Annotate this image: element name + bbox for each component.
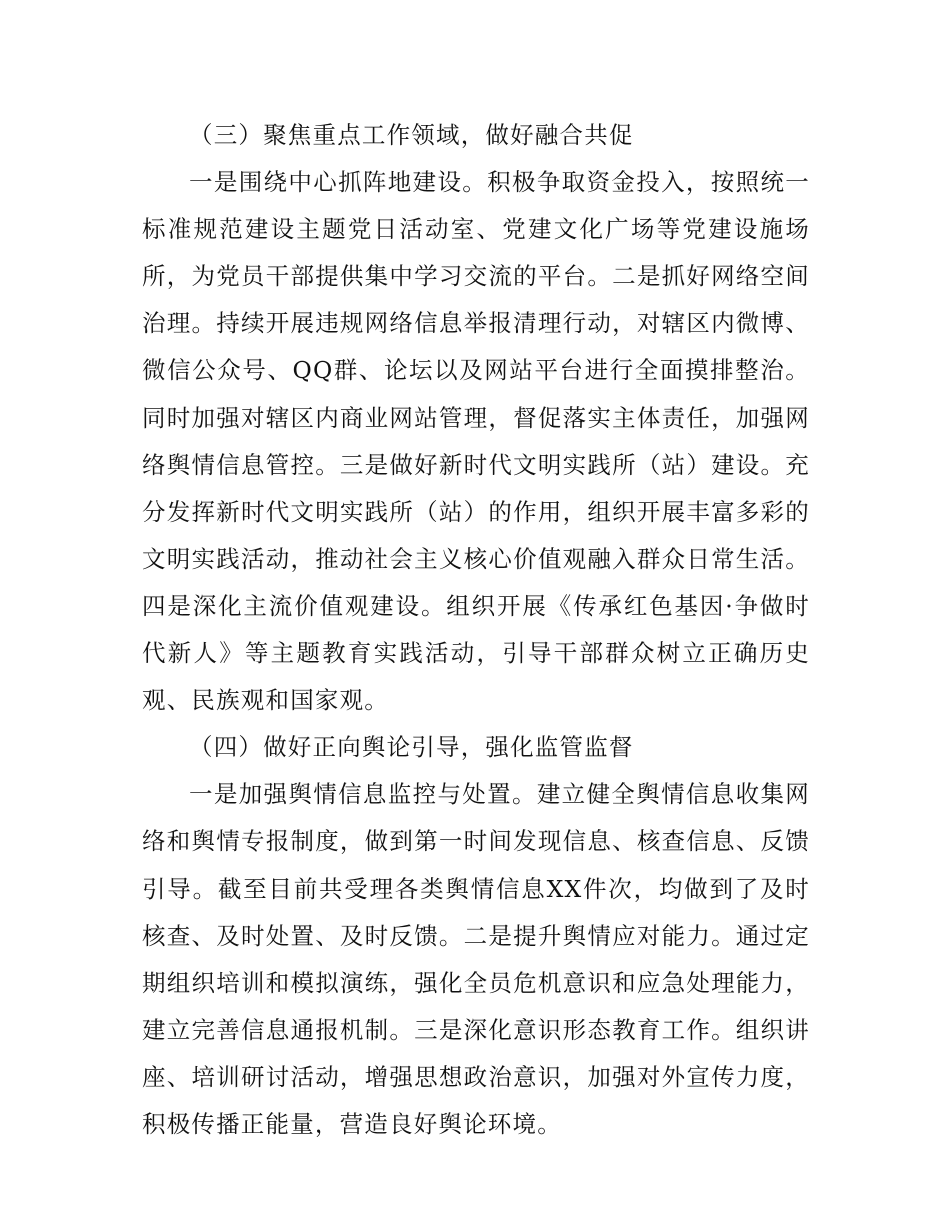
document-body [142,112,810,1148]
section-paragraph-3: 一是围绕中心抓阵地建设。积极争取资金投入，按照统一标准规范建设主题党日活动室、党建文化广场等党建设施场所，为党员干部提供集中学习交流的平台。二是抓好网络空间治理。持续开展违规网络信息举报清理行动，对辖区内微博、微信公众号、QQ群、论坛以及网站平台进行全面摸排整治。同时加强对辖区内商业网站管理，督促落实主体责任，加强网络舆情信息管控。三是做好新时代文明实践所（站）建设。充分发挥新时代文明实践所（站）的作用，组织开展丰富多彩的文明实践活动，推动社会主义核心价值观融入群众日常生活。四是深化主流价值观建设。组织开展《传承红色基因·争做时代新人》等主题教育实践活动，引导干部群众树立正确历史观、民族观和国家观。 [142,168,810,715]
section-paragraph-4: 一是加强舆情信息监控与处置。建立健全舆情信息收集网络和舆情专报制度，做到第一时间发现信息、核查信息、反馈引导。截至目前共受理各类舆情信息XX件次，均做到了及时核查、及时处置、及时反馈。二是提升舆情应对能力。通过定期组织培训和模拟演练，强化全员危机意识和应急处理能力，建立完善信息通报机制。三是深化意识形态教育工作。组织讲座、培训研讨活动，增强思想政治意识，加强对外宣传力度，积极传播正能量，营造良好舆论环境。 [142,780,810,1138]
section-heading-3: （三）聚焦重点工作领域，做好融合共促 [189,121,634,149]
section-heading-4: （四）做好正向舆论引导，强化监管监督 [189,733,634,762]
